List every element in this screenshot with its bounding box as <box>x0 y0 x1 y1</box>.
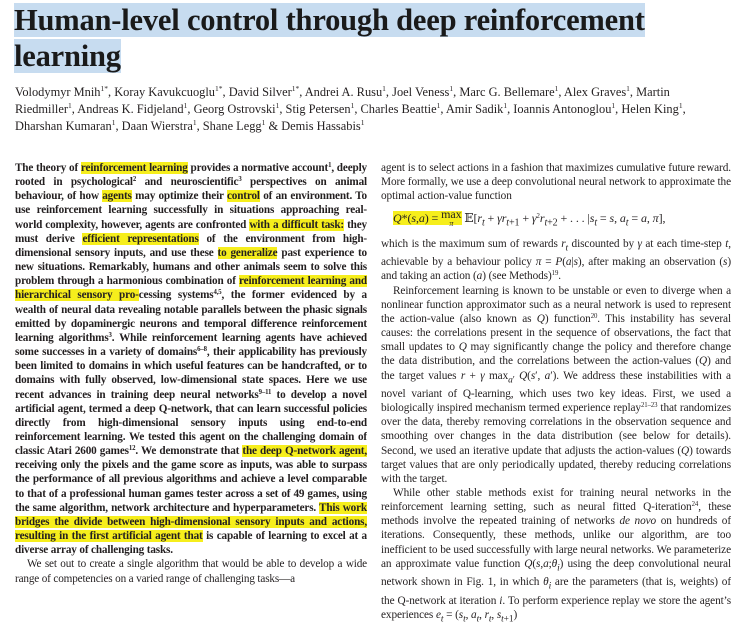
author-name: Alex Graves <box>563 85 627 99</box>
highlighted-text: reinforcement learning and hierarchical sensory pro- <box>15 275 367 302</box>
text-run: receiving only the pixels and the game score as inputs, was able to surpass the performance of all previous algorithms and achieve a level comparable to that of a professional human games tester across a set of 49 games, using the same algorithm, network architecture and hyperparameters. <box>15 459 367 514</box>
affiliation-marker: 1 <box>503 101 508 110</box>
highlighted-text: efficient representations <box>82 232 199 245</box>
text-run: provides a normative account <box>187 162 329 174</box>
equation-optimal-action-value: Q*(s,a) = max π $𝔼[r_t + \gamma r_{t+1} + \gamma^2r_{t+2}$ + . . . $|s_t = s$, $a_t = a$, π], <box>393 207 666 229</box>
affiliation-marker: 1 <box>192 118 197 127</box>
text-run: The theory of <box>15 162 81 174</box>
highlighted-text: the deep Q-network agent, <box>242 445 367 458</box>
text-run: , the former evidenced by a wealth of neural data revealing notable parallels between the phasic signals emitted by dopaminergic neurons and temporal difference reinforcement learning algorithms <box>15 289 367 344</box>
text-run: perspectives on animal behaviour, of how <box>15 176 367 203</box>
text-run: , their applicability has previously been limited to domains in which useful features can be handcrafted, or to domains with fully observed, low-dimensional state spaces. Here we use recent advances in training deep neural networks <box>15 346 367 401</box>
text-run: , deeply rooted in psychological <box>15 162 367 189</box>
affiliation-marker: 1 <box>382 84 386 93</box>
affiliation-marker: 1 <box>360 118 365 127</box>
author-name: David Silver <box>228 85 292 99</box>
affiliation-marker: 1 <box>183 101 188 110</box>
author-name: Daan Wierstra <box>121 119 193 133</box>
citation-ref: 9–11 <box>258 388 272 396</box>
author-name: Joel Veness <box>392 85 450 99</box>
highlighted-text: control <box>226 190 260 203</box>
citation-ref: 3 <box>238 176 242 184</box>
text-run: is capable of learning to excel at a diverse array of challenging tasks. <box>15 530 367 557</box>
paper-title <box>14 2 732 74</box>
author-name: Stig Petersen <box>285 102 351 116</box>
affiliation-marker: 1 <box>611 101 616 110</box>
author-name: Charles Beattie <box>360 102 437 116</box>
title-highlight: Human-level control through deep reinforcement learning <box>14 3 645 73</box>
affiliation-marker: 1 <box>626 84 630 93</box>
affiliation-marker: 1 <box>111 118 116 127</box>
abstract-paragraph <box>15 161 367 557</box>
text-run: . We demonstrate that <box>135 445 243 458</box>
author-name: Marc G. Bellemare <box>459 85 555 99</box>
text-run: of the environment from high-dimensional sensory inputs, and use these <box>15 232 367 259</box>
text-run: of an environment. To use reinforcement learning successfully in situations approaching real-world complexity, however, agents are confronted <box>15 190 367 231</box>
citation-ref: 3 <box>108 331 112 339</box>
author-name: Georg Ostrovski <box>193 102 276 116</box>
highlighted-text: This work bridges the divide between high-dimensional sensory inputs and actions, resulting in the first artificial agent that <box>15 501 367 543</box>
right-column <box>381 161 731 629</box>
highlighted-text: to generalize <box>217 246 278 259</box>
affiliation-marker: 1 <box>436 101 441 110</box>
equation-highlight: Q*(s,a) = max π <box>393 207 462 229</box>
text-run: past experience to new situations. Remarkably, humans and other animals seem to solve this problem through a harmonious combination of <box>15 246 367 288</box>
author-name: Demis Hassabis <box>281 119 361 133</box>
affiliation-marker: 1* <box>215 84 223 93</box>
highlighted-text: with a difficult task: <box>249 218 344 231</box>
affiliation-marker: 1 <box>261 118 266 127</box>
affiliation-marker: 1* <box>291 84 300 93</box>
text-run: may optimize their <box>131 190 227 203</box>
text-run: . While reinforcement learning agents have achieved some successes in a variety of domains <box>15 331 367 359</box>
author-list: Volodymyr Mnih$^{1*}$, Koray Kavukcuoglu$^{1*}$, David Silver$^{1*}$, Andrei A. Rusu$^1$, Joel Veness$^1$, Marc G. Bellemare$^1$, Alex Graves$^1$, Martin Riedmiller$^1$, Andreas K. Fidjeland$^1$, Georg Ostrovski$^1$, Stig Petersen$^1$, Charles Beattie$^1$, Amir Sadik$^1$, Ioannis Antonoglou$^1$, Helen King$^1$, Dharshan Kumaran$^1$, Daan Wierstra$^1$, Shane Legg$^1$ & Demis Hassabis$^1$ <box>15 84 686 133</box>
affiliation-marker: 1 <box>68 101 72 110</box>
author-name: Andreas K. Fidjeland <box>77 102 184 116</box>
author-name: Andrei A. Rusu <box>304 85 383 99</box>
affiliation-marker: 1 <box>678 101 683 110</box>
author-name: Koray Kavukcuoglu <box>114 85 216 99</box>
affiliation-marker: 1 <box>275 101 280 110</box>
body-paragraph: agent is to select actions in a fashion that maximizes cumulative future reward. More formally, we use a deep convolutional neural network to approximate the optimal action-value function <box>381 162 731 203</box>
author-name: Dharshan Kumaran <box>15 119 112 133</box>
left-column <box>15 161 367 629</box>
citation-ref: 4,5 <box>213 289 222 297</box>
author-name: Helen King <box>621 102 679 116</box>
author-name: Ioannis Antonoglou <box>513 102 612 116</box>
citation-ref: 2 <box>132 176 137 184</box>
affiliation-marker: 1 <box>350 101 355 110</box>
text-run: to develop a novel artificial agent, termed a deep Q-network, that can learn successful policies directly from high-dimensional sensory inputs using end-to-end reinforcement learning. We tested this agent on the challenging domain of classic Atari 2600 games <box>15 388 367 458</box>
citation-ref: 6–8 <box>197 346 207 354</box>
citation-ref: 1 <box>328 162 332 169</box>
body-paragraph: which is the maximum sum of rewards $r_t$ discounted by γ at each time-step t, achievable by a behaviour policy π = P(a|s), after making an observation (s) and taking an action (a) (see Methods)$^{19}$. <box>381 237 731 283</box>
text-run: and neuroscientific <box>136 176 239 189</box>
body-paragraph: While other stable methods exist for training neural networks in the reinforcement learning setting, such as neural fitted Q-iteration$^{24}$, these methods involve the repeated training of networks de novo on hundreds of iterations. Consequently, these methods, unlike our algorithm, are too inefficient to be used successfully with large neural networks. We parameterize an approximate value function $Q(s,a;\theta_i)$ using the deep convolutional neural network shown in Fig. 1, in which $\theta_i$ are the parameters (that is, weights) of the Q-network at iteration i. To perform experience replay we store the agent’s experiences $e_t = (s_t$, $a_t$, $r_t$, $s_{t+1}$) <box>381 487 731 625</box>
max-operator: max π <box>441 207 462 229</box>
affiliation-marker: 1* <box>100 84 108 93</box>
highlighted-text: agents <box>102 190 132 203</box>
author-name: Shane Legg <box>202 119 262 133</box>
text-run: cessing systems <box>138 289 214 302</box>
author-name: Martin Riedmiller <box>15 85 670 116</box>
citation-ref: 12 <box>128 445 136 453</box>
author-name: Amir Sadik <box>445 102 504 116</box>
body-paragraph: We set out to create a single algorithm that would be able to develop a wide range of competencies on a varied range of challenging tasks—a <box>15 558 367 585</box>
affiliation-marker: 1 <box>449 84 454 93</box>
author-name: Volodymyr Mnih <box>15 85 101 99</box>
text-run: they must derive <box>15 218 367 245</box>
highlighted-text: reinforcement learning <box>80 162 188 174</box>
body-paragraph: Reinforcement learning is known to be unstable or even to diverge when a nonlinear function approximator such as a neural network is used to represent the action-value (also known as Q) function$^{20}$. This instability has several causes: the correlations present in the sequence of observations, the fact that small updates to Q may significantly change the policy and therefore change the data distribution, and the correlations between the action-values (Q) and the target values r + γ $\max_{a'} Q(s'$, a′). We address these instabilities with a novel variant of Q-learning, which uses two key ideas. First, we used a biologically inspired mechanism termed experience replay$^{21-23}$ that randomizes over the data, thereby removing correlations in the observation sequence and smoothing over changes in the data distribution (see below for details). Second, we used an iterative update that adjusts the action-values (Q) towards target values that are only periodically updated, thereby reducing correlations with the target. <box>381 284 731 485</box>
affiliation-marker: 1 <box>554 84 559 93</box>
